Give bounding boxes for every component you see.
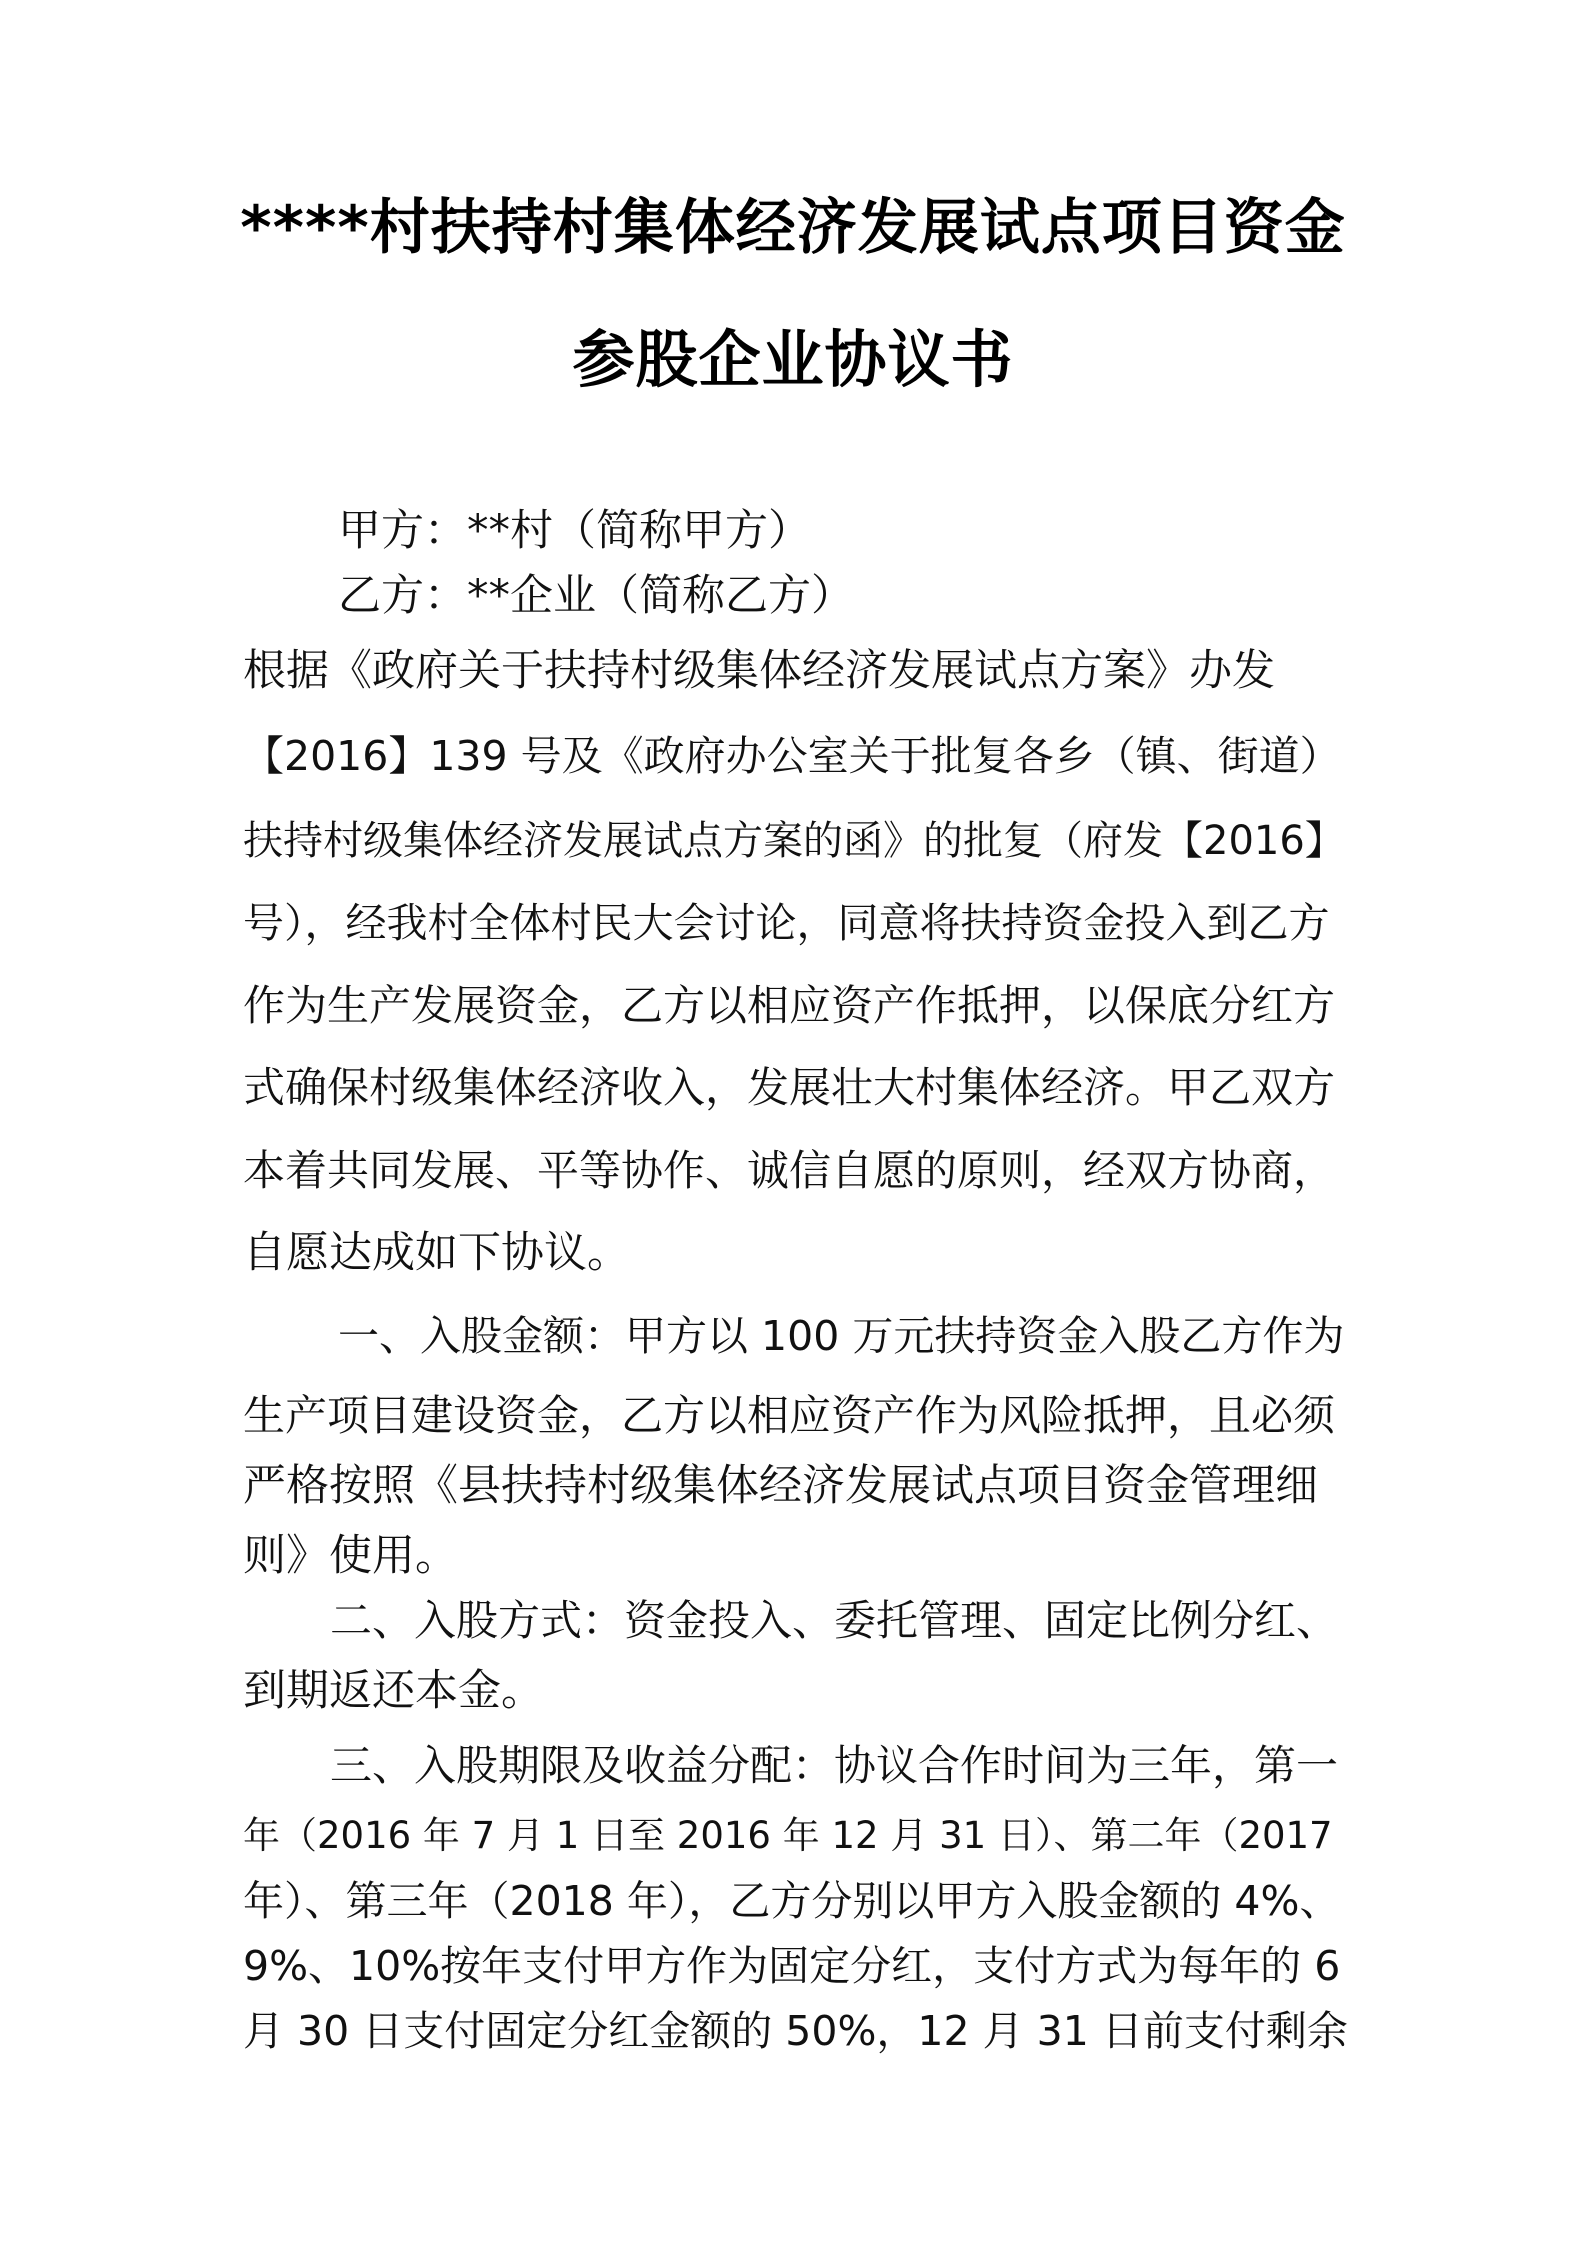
clause-3-line: 年）、第三年（2018 年），乙方分别以甲方入股金额的 4%、 xyxy=(243,1877,1341,1925)
clause-2-line: 到期返还本金。 xyxy=(243,1666,544,1716)
preamble-line: 作为生产发展资金，乙方以相应资产作抵押，以保底分红方 xyxy=(243,981,1336,1030)
party-b: 乙方：**企业（简称乙方） xyxy=(338,571,854,621)
document-title-line-2: 参股企业协议书 xyxy=(572,323,1014,396)
clause-1-line: 生产项目建设资金，乙方以相应资产作为风险抵押，且必须 xyxy=(243,1391,1336,1440)
preamble-line: 号），经我村全体村民大会讨论，同意将扶持资金投入到乙方 xyxy=(243,899,1330,947)
document-title-line-1: ****村扶持村集体经济发展试点项目资金 xyxy=(240,193,1346,263)
preamble-line: 式确保村级集体经济收入，发展壮大村集体经济。甲乙双方 xyxy=(243,1063,1336,1112)
preamble-line: 自愿达成如下协议。 xyxy=(243,1228,630,1278)
preamble-line: 扶持村级集体经济发展试点方案的函》的批复（府发【2016】 xyxy=(243,818,1345,864)
preamble-line: 【2016】139 号及《政府办公室关于批复各乡（镇、街道） xyxy=(243,732,1341,780)
clause-1-line: 严格按照《县扶持村级集体经济发展试点项目资金管理细 xyxy=(243,1461,1318,1511)
preamble-line: 本着共同发展、平等协作、诚信自愿的原则，经双方协商， xyxy=(243,1146,1336,1195)
preamble-line: 根据《政府关于扶持村级集体经济发展试点方案》办发 xyxy=(243,646,1275,696)
clause-3-line: 年（2016 年 7 月 1 日至 2016 年 12 月 31 日）、第二年（2017 xyxy=(243,1814,1333,1857)
clause-3-line: 9%、10%按年支付甲方作为固定分红，支付方式为每年的 6 xyxy=(243,1942,1341,1990)
party-a: 甲方：**村（简称甲方） xyxy=(338,506,811,556)
clause-3-line: 月 30 日支付固定分红金额的 50%，12 月 31 日前支付剩余 xyxy=(243,2007,1348,2055)
clause-2-line: 二、入股方式：资金投入、委托管理、固定比例分红、 xyxy=(330,1596,1339,1645)
clause-1-line: 则》使用。 xyxy=(243,1531,458,1581)
clause-1-line: 一、入股金额：甲方以 100 万元扶持资金入股乙方作为 xyxy=(338,1312,1345,1360)
clause-3-line: 三、入股期限及收益分配：协议合作时间为三年，第一 xyxy=(330,1741,1339,1790)
